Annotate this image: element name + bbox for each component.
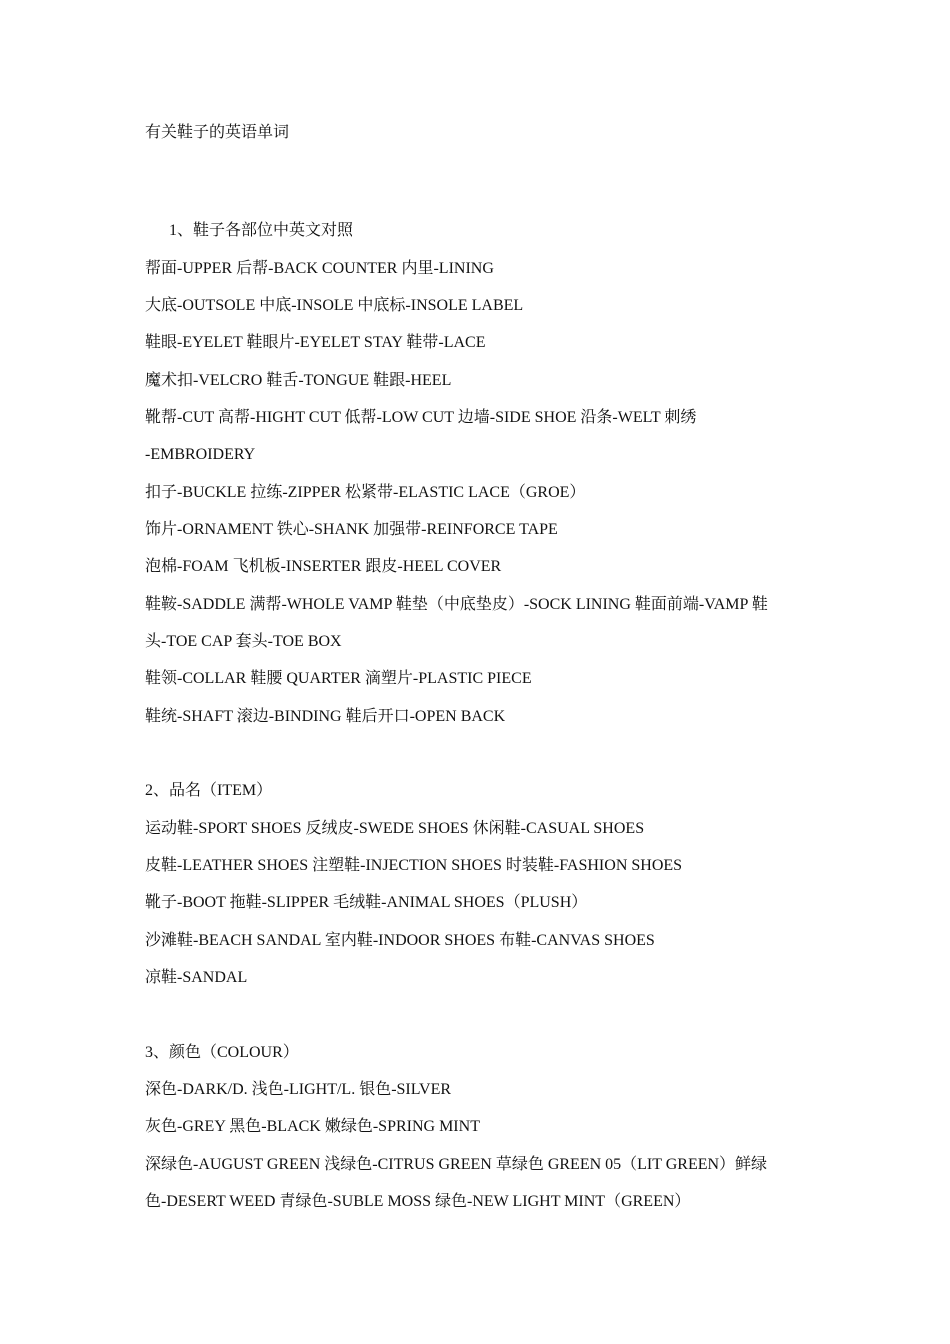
text-line: 皮鞋-LEATHER SHOES 注塑鞋-INJECTION SHOES 时装鞋-FASHION SHOES xyxy=(145,857,683,874)
text-line: 靴帮-CUT 高帮-HIGHT CUT 低帮-LOW CUT 边墙-SIDE SHOE 沿条-WELT 刺绣 xyxy=(145,409,697,426)
text-line: 扣子-BUCKLE 拉练-ZIPPER 松紧带-ELASTIC LACE（GROE） xyxy=(145,484,586,501)
section-heading-colour: 3、颜色（COLOUR） xyxy=(145,1044,299,1061)
text-line: 魔术扣-VELCRO 鞋舌-TONGUE 鞋跟-HEEL xyxy=(145,372,452,389)
section-heading-parts: 1、鞋子各部位中英文对照 xyxy=(169,222,354,239)
text-line: 鞋领-COLLAR 鞋腰 QUARTER 滴塑片-PLASTIC PIECE xyxy=(145,670,532,687)
text-line: 饰片-ORNAMENT 铁心-SHANK 加强带-REINFORCE TAPE xyxy=(145,521,558,538)
text-line: 大底-OUTSOLE 中底-INSOLE 中底标-INSOLE LABEL xyxy=(145,297,524,314)
text-line: 鞋眼-EYELET 鞋眼片-EYELET STAY 鞋带-LACE xyxy=(145,334,486,351)
text-line: 沙滩鞋-BEACH SANDAL 室内鞋-INDOOR SHOES 布鞋-CANVAS SHOES xyxy=(145,932,655,949)
text-line: 深绿色-AUGUST GREEN 浅绿色-CITRUS GREEN 草绿色 GREEN 05（LIT GREEN）鲜绿 xyxy=(145,1156,768,1173)
text-line: 鞋鞍-SADDLE 满帮-WHOLE VAMP 鞋垫（中底垫皮）-SOCK LINING 鞋面前端-VAMP 鞋 xyxy=(145,596,768,613)
text-line: 头-TOE CAP 套头-TOE BOX xyxy=(145,633,342,650)
text-line: 靴子-BOOT 拖鞋-SLIPPER 毛绒鞋-ANIMAL SHOES（PLUSH） xyxy=(145,894,588,911)
text-line: 灰色-GREY 黑色-BLACK 嫩绿色-SPRING MINT xyxy=(145,1118,480,1135)
text-line: 泡棉-FOAM 飞机板-INSERTER 跟皮-HEEL COVER xyxy=(145,558,502,575)
text-line: -EMBROIDERY xyxy=(145,446,256,463)
text-line: 色-DESERT WEED 青绿色-SUBLE MOSS 绿色-NEW LIGHT MINT（GREEN） xyxy=(145,1193,691,1210)
section-heading-item: 2、品名（ITEM） xyxy=(145,782,273,799)
text-line: 帮面-UPPER 后帮-BACK COUNTER 内里-LINING xyxy=(145,260,494,277)
text-line: 运动鞋-SPORT SHOES 反绒皮-SWEDE SHOES 休闲鞋-CASUAL SHOES xyxy=(145,820,645,837)
text-line: 鞋统-SHAFT 滚边-BINDING 鞋后开口-OPEN BACK xyxy=(145,708,506,725)
document-title: 有关鞋子的英语单词 xyxy=(145,124,290,141)
text-line: 深色-DARK/D. 浅色-LIGHT/L. 银色-SILVER xyxy=(145,1081,452,1098)
text-line: 凉鞋-SANDAL xyxy=(145,969,248,986)
